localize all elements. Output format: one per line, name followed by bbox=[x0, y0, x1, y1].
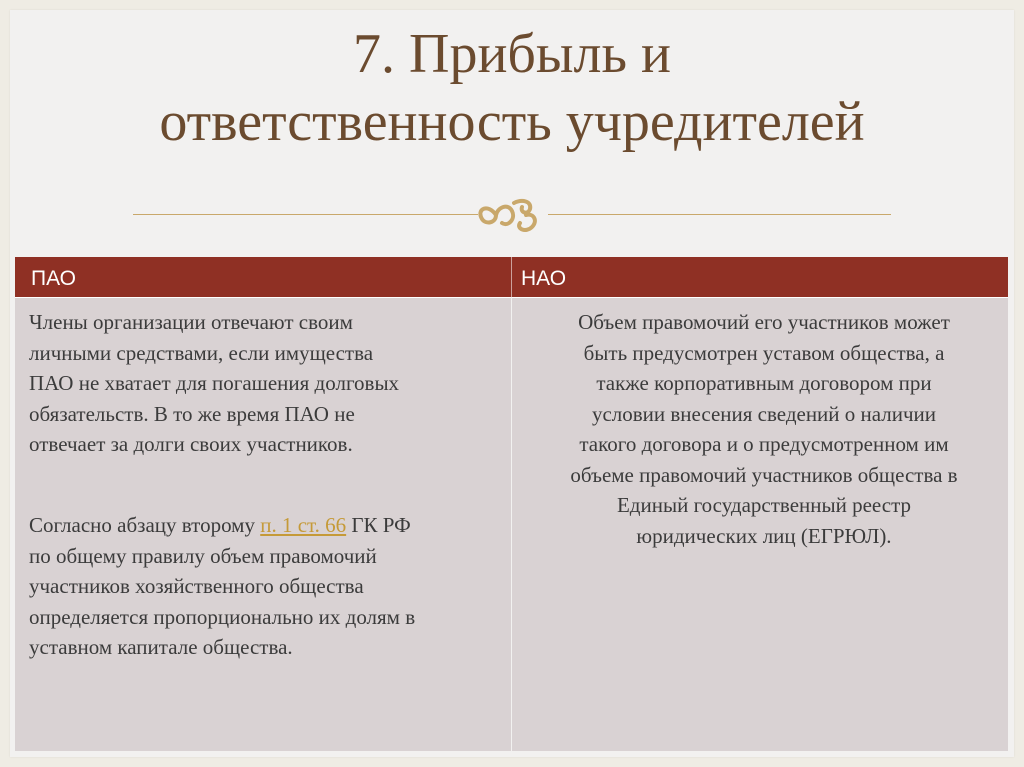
title-line-1: 7. Прибыль и bbox=[353, 23, 671, 85]
text-line: личными средствами, если имущества bbox=[29, 340, 374, 365]
text-line: объеме правомочий участников общества в bbox=[570, 462, 958, 487]
text-line: Единый государственный реестр bbox=[616, 493, 912, 517]
title-line-2: ответственность учредителей bbox=[159, 91, 865, 153]
text-line: условии внесения сведений о наличии bbox=[591, 401, 937, 426]
header-pao: ПАО bbox=[31, 267, 76, 290]
table-header-row bbox=[15, 257, 1008, 297]
nao-cell bbox=[512, 297, 1008, 751]
nao-paragraph-1 bbox=[522, 307, 1006, 551]
text-line: юридических лиц (ЕГРЮЛ). bbox=[636, 523, 892, 548]
title-divider-left bbox=[133, 214, 478, 215]
pao-cell bbox=[15, 297, 511, 751]
pao-paragraph-1 bbox=[29, 307, 509, 460]
title-divider-right bbox=[548, 214, 891, 215]
ornament-icon bbox=[474, 193, 552, 235]
header-separator bbox=[511, 257, 512, 297]
text-line: участников хозяйственного общества bbox=[29, 574, 364, 598]
slide-title bbox=[0, 20, 1024, 156]
text-line: определяется пропорционально их долям в bbox=[29, 604, 416, 629]
text-line: обязательств. В то же время ПАО не bbox=[29, 401, 355, 426]
text-line: Объем правомочий его участников может bbox=[578, 310, 950, 334]
pao-paragraph-2 bbox=[29, 510, 509, 663]
text-line: ПАО не хватает для погашения долговых bbox=[29, 371, 400, 395]
comparison-table bbox=[15, 257, 1008, 751]
header-nao: НАО bbox=[521, 267, 567, 290]
text-line: такого договора и о предусмотренном им bbox=[579, 432, 949, 456]
text-fragment: ГК РФ bbox=[346, 513, 411, 537]
text-fragment: Согласно абзацу второму bbox=[29, 513, 261, 537]
text-line: Члены организации отвечают своим bbox=[29, 310, 353, 334]
law-article-link[interactable]: п. 1 ст. 66 bbox=[260, 513, 347, 537]
text-line: быть предусмотрен уставом общества, а bbox=[583, 340, 945, 365]
text-line: уставном капитале общества. bbox=[29, 635, 293, 659]
text-line: также корпоративным договором при bbox=[596, 371, 932, 395]
text-line: отвечает за долги своих участников. bbox=[29, 432, 353, 456]
text-line bbox=[29, 510, 509, 541]
text-line: по общему правилу объем правомочий bbox=[29, 543, 377, 568]
